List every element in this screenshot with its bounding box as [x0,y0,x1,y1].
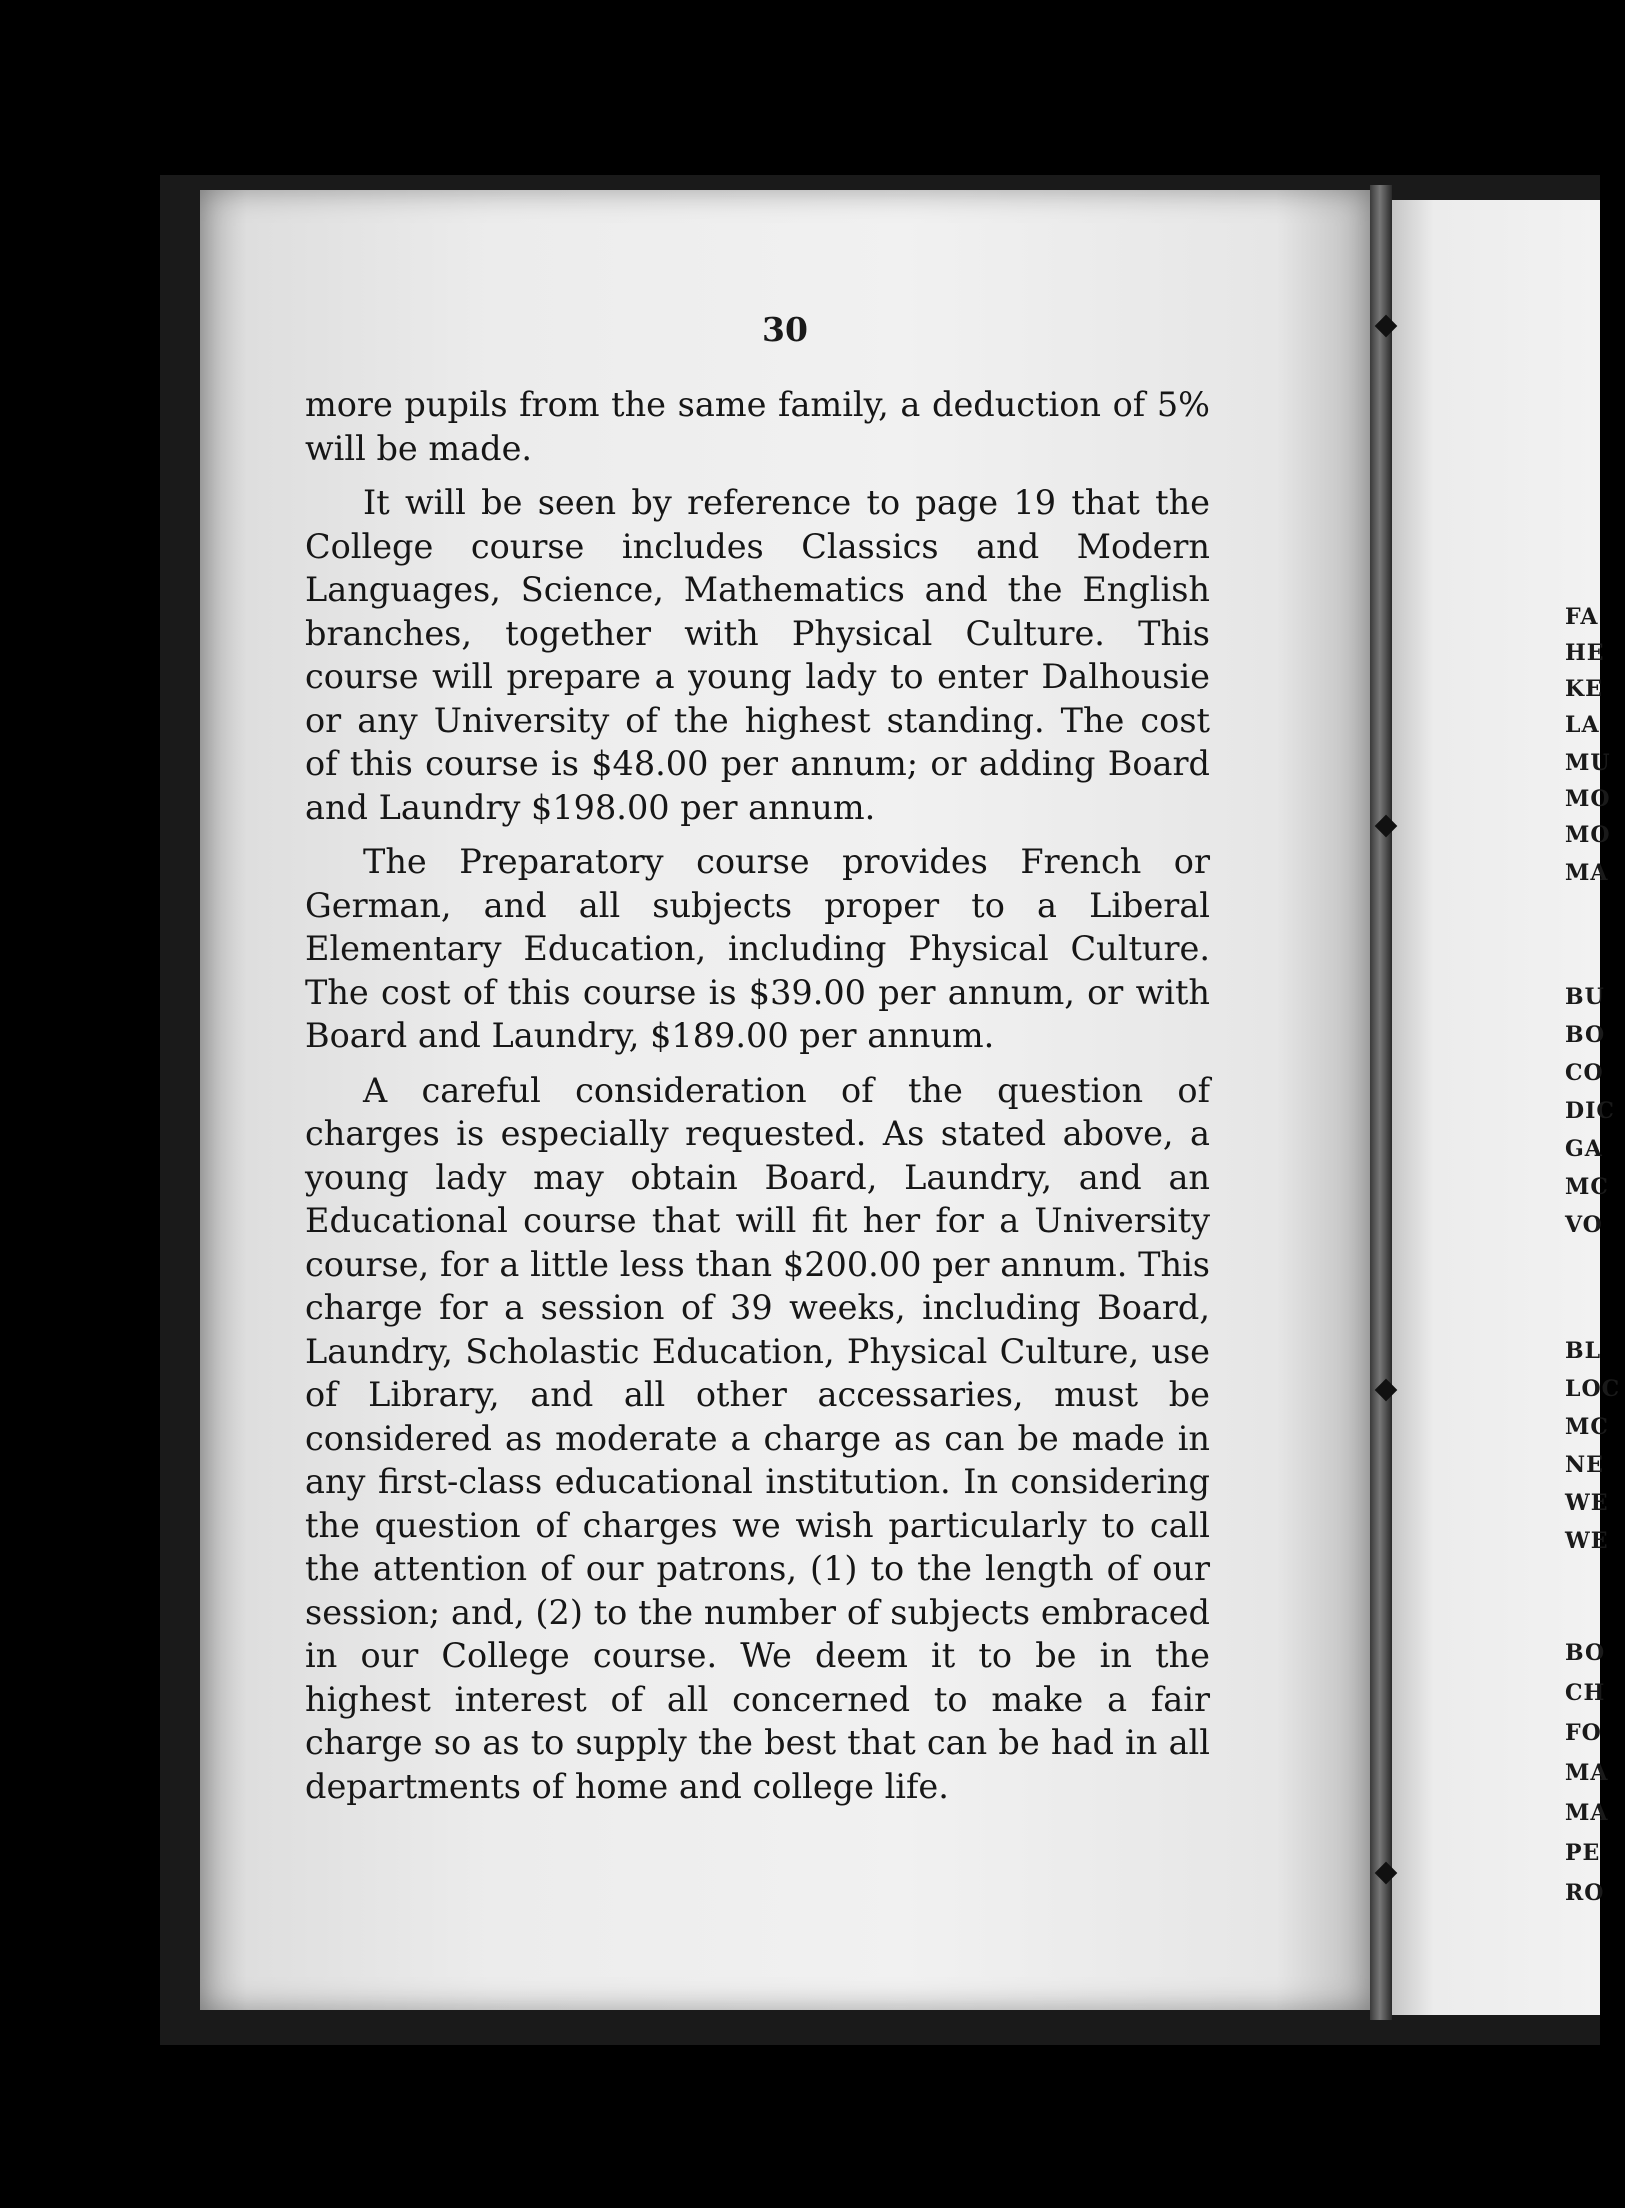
fragment: CO [1565,1060,1604,1086]
fragment: FO [1565,1720,1602,1746]
fragment: WE [1565,1490,1609,1516]
paragraph-preparatory-course: The Preparatory course provides French or German, and all subjects proper to a Liberal Elementary Education, including Physical Culture. The cost of this course is $39.00 per annum, or with Board and Laundry, $189.00 per annum. [305,842,1210,1055]
fragment: RO [1565,1880,1605,1906]
fragment: MA [1565,1760,1609,1786]
fragment: FA [1565,604,1599,630]
fragment: BO [1565,1640,1606,1666]
fragment: BO [1565,1022,1606,1048]
fragment: PE [1565,1840,1601,1866]
fragment: LA [1565,712,1600,738]
book-gutter [1370,185,1392,2020]
fragment: MC [1565,1174,1609,1200]
fragment: MA [1565,860,1609,886]
body-text [305,383,1210,1819]
fragment: BU [1565,984,1605,1010]
paragraph-continued: more pupils from the same family, a deduction of 5% will be made. [305,385,1210,468]
fragment: VO [1565,1212,1603,1238]
fragment: BL [1565,1338,1602,1364]
fragment: HE [1565,640,1605,666]
fragment: MC [1565,1414,1609,1440]
fragment: MO [1565,786,1611,812]
fragment: MO [1565,822,1611,848]
fragment: MA [1565,1800,1609,1826]
fragment: MU [1565,750,1611,776]
fragment: KE [1565,676,1603,702]
paragraph-college-course: It will be seen by reference to page 19 that the College course includes Classics and Modern Languages, Science, Mathematics and the English branches, together with Physical Culture. This course will prepare a young lady to enter Dalhousie or any University of the highest standing. The cost of this course is $48.00 per annum; or adding Board and Laundry $198.00 per annum. [305,483,1210,827]
fragment: LOC [1565,1376,1621,1402]
fragment: WE [1565,1528,1609,1554]
fragment: DIC [1565,1098,1615,1124]
fragment: GA [1565,1136,1603,1162]
paragraph-charges: A careful consideration of the question of charges is especially requested. As stated above, a young lady may obtain Board, Laundry, and an Educational course that will fit her for a University course, for a little less than $200.00 per annum. This charge for a session of 39 weeks, including Board, Laundry, Scholastic Education, Physical Culture, use of Library, and all other accessaries, must be considered as moderate a charge as can be made in any first-class educational institution. In considering the question of charges we wish particularly to call the attention of our patrons, (1) to the length of our session; and, (2) to the number of subjects embraced in our College course. We deem it to be in the highest interest of all concerned to make a fair charge so as to supply the best that can be had in all departments of home and college life. [305,1070,1210,1806]
page-number: 30 [762,310,808,349]
fragment: NE [1565,1452,1604,1478]
fragment: CH [1565,1680,1606,1706]
